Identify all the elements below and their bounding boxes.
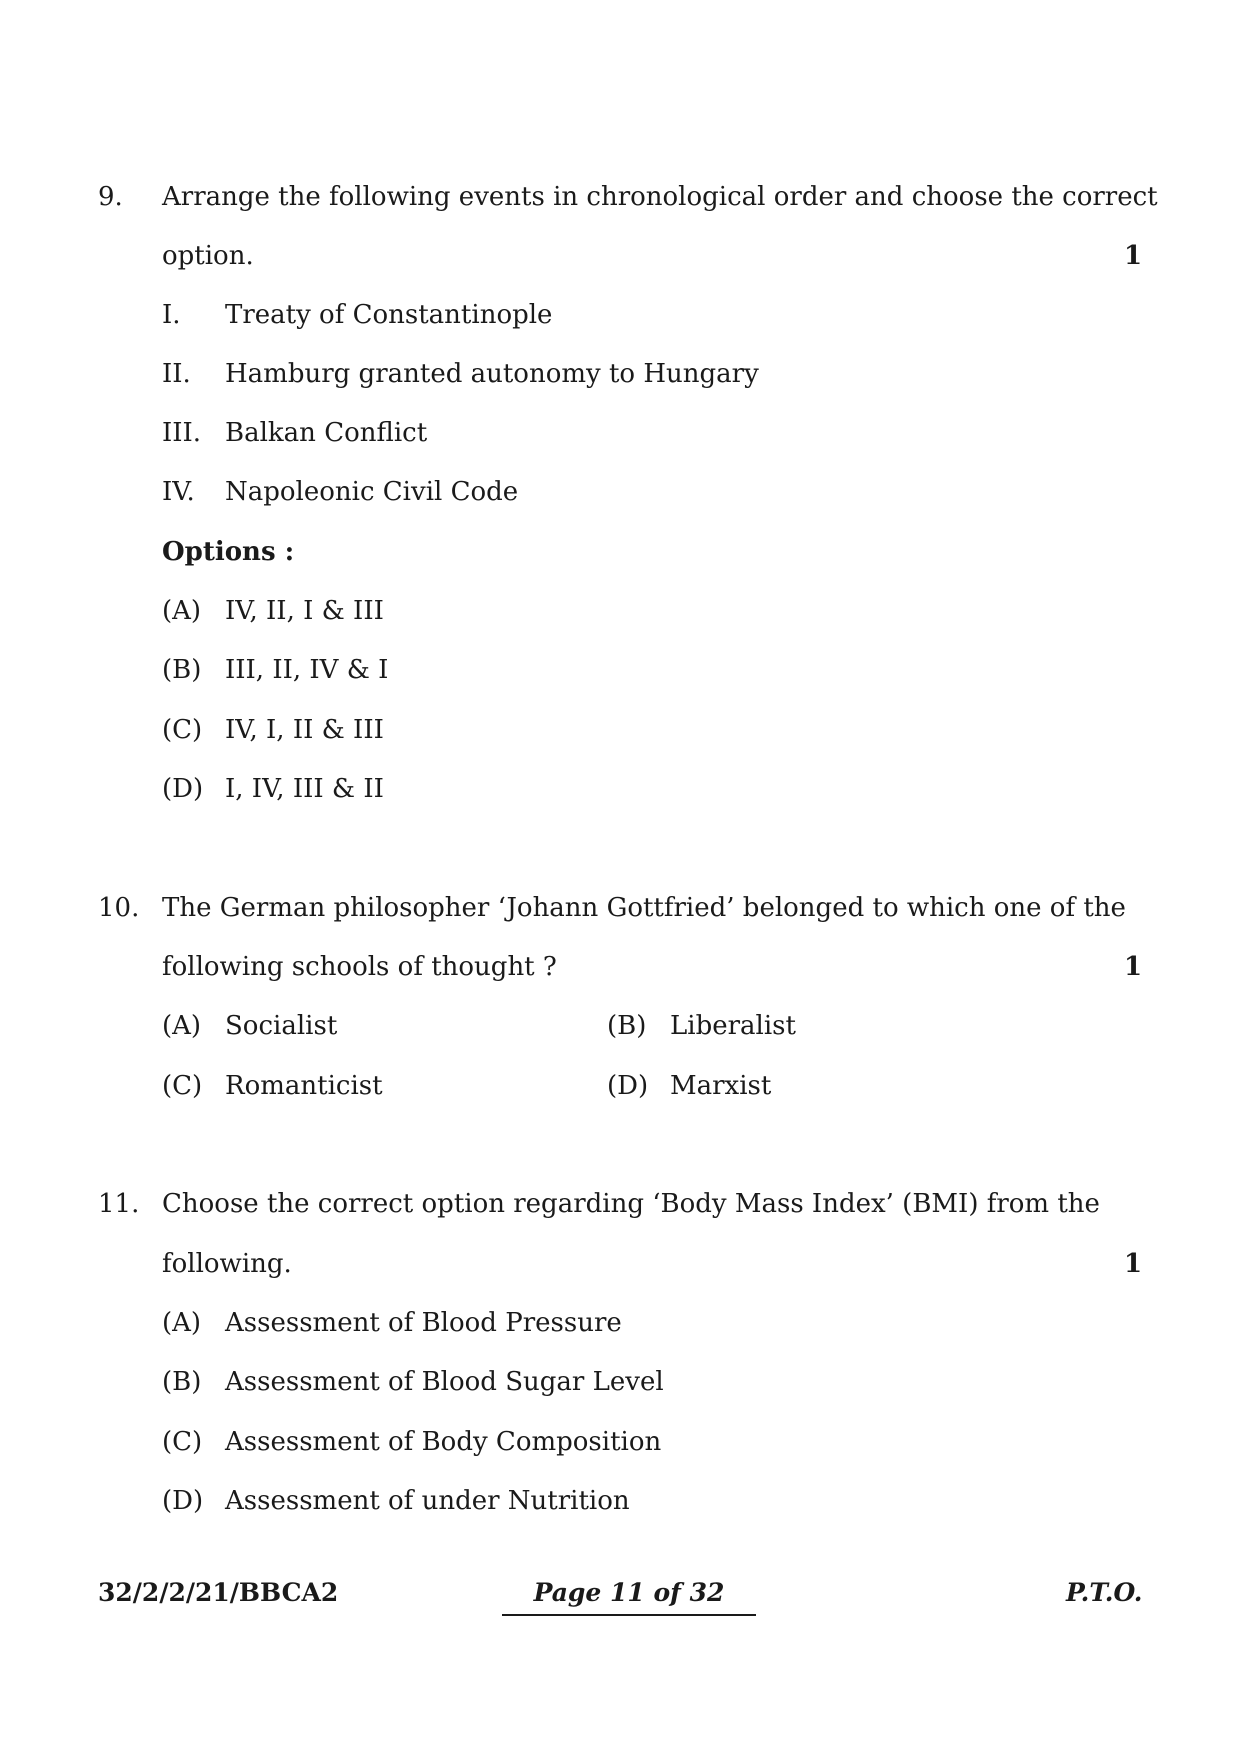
option-label: (A): [162, 1011, 202, 1041]
option-label: (A): [162, 1308, 202, 1338]
question-number: 11.: [98, 1189, 140, 1219]
option-label: (A): [162, 596, 202, 626]
question-marks: 1: [1124, 952, 1143, 982]
option-text: Romanticist: [225, 1071, 383, 1101]
option-label: (B): [162, 1367, 202, 1397]
question-marks: 1: [1124, 1249, 1143, 1279]
option-label: (D): [162, 774, 204, 804]
paper-code: 32/2/2/21/BBCA2: [98, 1578, 339, 1607]
option-text: Marxist: [670, 1071, 772, 1101]
question-number: 9.: [98, 182, 123, 212]
option-label: (C): [162, 1427, 203, 1457]
options-heading: Options :: [162, 537, 295, 567]
please-turn-over: P.T.O.: [1066, 1578, 1143, 1607]
question-stem-line-2: option.: [162, 241, 254, 271]
statement-label: III.: [162, 418, 202, 448]
page-number: Page 11 of 32: [533, 1578, 725, 1607]
option-label: (B): [607, 1011, 647, 1041]
option-label: (C): [162, 1071, 203, 1101]
option-text: I, IV, III & II: [225, 774, 384, 804]
option-text: III, II, IV & I: [225, 655, 389, 685]
question-number: 10.: [98, 893, 140, 923]
question-stem-line-2: following.: [162, 1249, 292, 1279]
question-stem-line-1: Arrange the following events in chronological order and choose the correct: [162, 182, 1158, 212]
question-stem-line-1: Choose the correct option regarding ‘Body Mass Index’ (BMI) from the: [162, 1189, 1100, 1219]
page-number-underline: [502, 1614, 756, 1616]
option-text: Assessment of Body Composition: [225, 1427, 662, 1457]
statement-text: Hamburg granted autonomy to Hungary: [225, 359, 759, 389]
option-text: IV, I, II & III: [225, 715, 384, 745]
option-label: (D): [607, 1071, 649, 1101]
option-text: Liberalist: [670, 1011, 796, 1041]
option-text: IV, II, I & III: [225, 596, 384, 626]
statement-text: Treaty of Constantinople: [225, 300, 553, 330]
question-marks: 1: [1124, 241, 1143, 271]
statement-label: I.: [162, 300, 181, 330]
option-label: (D): [162, 1486, 204, 1516]
statement-text: Balkan Conflict: [225, 418, 428, 448]
option-text: Assessment of under Nutrition: [225, 1486, 630, 1516]
option-text: Assessment of Blood Sugar Level: [225, 1367, 664, 1397]
option-label: (B): [162, 655, 202, 685]
question-stem-line-1: The German philosopher ‘Johann Gottfried’ belonged to which one of the: [162, 893, 1126, 923]
option-text: Socialist: [225, 1011, 338, 1041]
statement-text: Napoleonic Civil Code: [225, 477, 519, 507]
option-label: (C): [162, 715, 203, 745]
statement-label: IV.: [162, 477, 195, 507]
option-text: Assessment of Blood Pressure: [225, 1308, 622, 1338]
question-stem-line-2: following schools of thought ?: [162, 952, 557, 982]
statement-label: II.: [162, 359, 191, 389]
